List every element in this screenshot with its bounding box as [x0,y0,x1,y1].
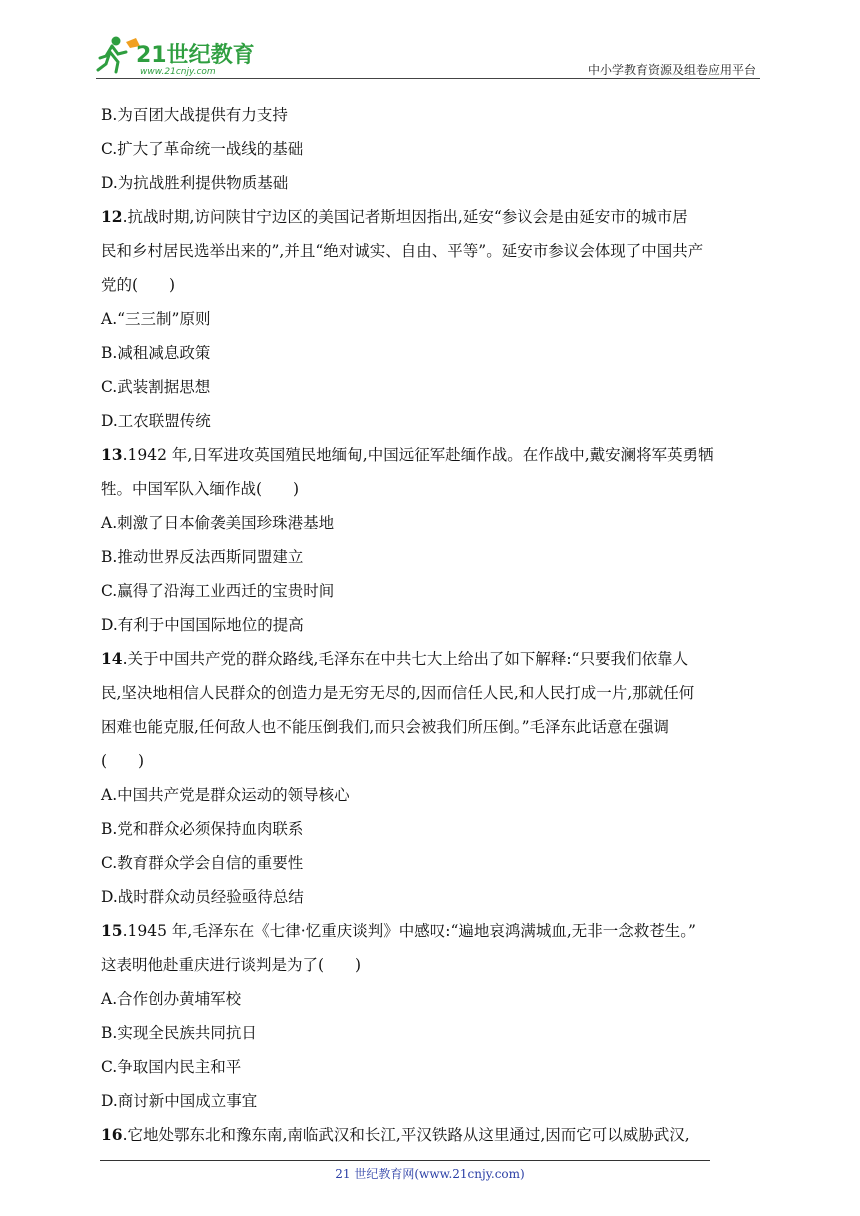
question-number: 13 [101,445,123,464]
line-text: .1945 年,毛泽东在《七律·忆重庆谈判》中感叹:“遍地哀鸿满城血,无非一念救苍生。” [122,922,696,940]
question-text-line [101,1016,765,1050]
runner-icon [98,37,140,73]
question-text-line [101,166,765,200]
question-number: 14 [101,649,123,668]
footer-divider [100,1160,710,1161]
logo-url: www.21cnjy.com [140,67,216,77]
platform-title: 中小学教育资源及组卷应用平台 [587,63,756,77]
line-text: B.推动世界反法西斯同盟建立 [101,548,304,566]
line-text: D.商讨新中国成立事宜 [101,1092,258,1110]
question-text-line [101,710,765,744]
line-text: D.工农联盟传统 [101,412,211,430]
line-text: 民,坚决地相信人民群众的创造力是无穷无尽的,因而信任人民,和人民打成一片,那就任何 [101,684,695,702]
line-text: B.减租减息政策 [101,344,211,362]
question-text-line [101,98,765,132]
line-text: .关于中国共产党的群众路线,毛泽东在中共七大上给出了如下解释:“只要我们依靠人 [122,650,689,668]
question-text-line [101,268,765,302]
line-text: B.实现全民族共同抗日 [101,1024,257,1042]
question-text-line [101,336,765,370]
line-text: 牲。中国军队入缅作战( ) [101,480,300,498]
question-text-line [101,846,765,880]
question-text-line [101,404,765,438]
line-text: C.扩大了革命统一战线的基础 [101,140,304,158]
question-text-line [101,1050,765,1084]
question-text-line [101,744,765,778]
line-text: A.中国共产党是群众运动的领导核心 [101,786,350,804]
question-text-line [101,778,765,812]
line-text: C.赢得了沿海工业西迁的宝贵时间 [101,582,335,600]
line-text: C.武装割据思想 [101,378,211,396]
site-logo [96,34,256,78]
question-text-line [101,370,765,404]
line-text: ( ) [101,752,145,770]
question-number: 15 [101,921,123,940]
line-text: .抗战时期,访问陕甘宁边区的美国记者斯坦因指出,延安“参议会是由延安市的城市居 [122,208,688,226]
question-number: 16 [101,1125,123,1144]
question-text-line [101,880,765,914]
question-text-line [101,540,765,574]
question-text-line [101,676,765,710]
question-text-line [101,948,765,982]
line-text: D.为抗战胜利提供物质基础 [101,174,289,192]
header-divider [96,78,760,79]
question-text-line [101,472,765,506]
question-stem-line [101,200,765,234]
question-text-line [101,302,765,336]
question-number: 12 [101,207,123,226]
line-text: .1942 年,日军进攻英国殖民地缅甸,中国远征军赴缅作战。在作战中,戴安澜将军英勇牺 [122,446,714,464]
line-text: D.战时群众动员经验亟待总结 [101,888,304,906]
line-text: B.为百团大战提供有力支持 [101,106,288,124]
question-stem-line [101,1118,765,1152]
question-stem-line [101,438,765,472]
question-stem-line [101,642,765,676]
line-text: 困难也能克服,任何敌人也不能压倒我们,而只会被我们所压倒。”毛泽东此话意在强调 [101,718,670,736]
line-text: C.争取国内民主和平 [101,1058,242,1076]
question-text-line [101,982,765,1016]
line-text: A.刺激了日本偷袭美国珍珠港基地 [101,514,335,532]
question-text-line [101,234,765,268]
line-text: 党的( ) [101,276,176,294]
line-text: 民和乡村居民选举出来的”,并且“绝对诚实、自由、平等”。延安市参议会体现了中国共产 [101,242,704,260]
line-text: C.教育群众学会自信的重要性 [101,854,304,872]
line-text: A.合作创办黄埔军校 [101,990,242,1008]
question-text-line [101,1084,765,1118]
page-header [96,34,760,80]
page-footer: 21 世纪教育网(www.21cnjy.com) [335,1167,525,1181]
question-text-line [101,812,765,846]
line-text: A.“三三制”原则 [101,310,211,328]
line-text: D.有利于中国国际地位的提高 [101,616,304,634]
question-text-line [101,506,765,540]
question-text-line [101,608,765,642]
line-text: B.党和群众必须保持血肉联系 [101,820,304,838]
line-text: .它地处鄂东北和豫东南,南临武汉和长江,平汉铁路从这里通过,因而它可以威胁武汉, [122,1126,690,1144]
logo-text: 21世纪教育 [136,43,255,68]
question-text-line [101,574,765,608]
question-content [101,98,765,1152]
question-stem-line [101,914,765,948]
line-text: 这表明他赴重庆进行谈判是为了( ) [101,956,362,974]
question-text-line [101,132,765,166]
